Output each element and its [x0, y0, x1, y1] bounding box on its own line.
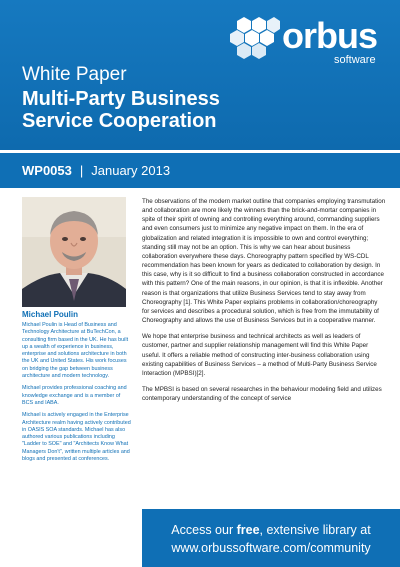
meta-separator: |: [79, 163, 84, 178]
cta-text: [142, 523, 400, 538]
page-title: [22, 88, 322, 132]
meta-line: [22, 163, 170, 178]
orbus-logo[interactable]: [230, 14, 400, 74]
author-photo: [22, 197, 126, 307]
community-link[interactable]: www.orbussoftware.com/community: [171, 541, 371, 555]
author-bio: [22, 310, 132, 468]
hexagon-cluster-icon: [230, 16, 280, 60]
brand-tagline: software: [334, 54, 376, 66]
body-paragraph: We hope that enterprise business and technical architects as well as leaders of customer, partner and supplier relationship management will find this White Paper useful. It offers a reliable method of constructing inter-business collaboration using existing capabilities of Business Services – a method of Multi-Party Business Service Interaction (MPBSI)[2].: [142, 333, 377, 377]
author-bio-paragraph: Michael Poulin is Head of Business and Technology Architecture at BuTechCon, a consulting firm based in the UK. He has built up a wealth of experience in business, enterprise and solutions architecture in both the UK and United States. His work focuses on bridging the gap between business architecture and modern technology.: [22, 322, 129, 380]
main-body: [142, 197, 386, 410]
document-code: WP0053: [22, 163, 72, 178]
meta-band: [0, 153, 400, 188]
cta-prefix: Access our: [171, 523, 237, 537]
title-line-1: Multi-Party Business: [22, 88, 220, 110]
title-line-2: Service Cooperation: [22, 110, 217, 132]
header-banner: [0, 0, 400, 150]
brand-name: orbus: [282, 15, 378, 56]
author-portrait-image: [22, 197, 126, 307]
community-cta-banner[interactable]: [142, 509, 400, 567]
cta-suffix: , extensive library at: [259, 523, 371, 537]
author-bio-paragraph: Michael provides professional coaching and knowledge exchange and is a member of BCS and IABA.: [22, 385, 127, 406]
document-date: January 2013: [91, 163, 171, 178]
author-bio-paragraph: Michael is actively engaged in the Enterprise Architecture realm having actively contributed in OASIS SOA standards. Michael has also authored various publications including "Ladder to SOE" and "Architects Know What Managers Don't", written multiple articles and blogs and presented at conferences.: [22, 412, 131, 463]
author-name: Michael Poulin: [22, 310, 79, 319]
body-paragraph: The MPBSI is based on several researches in the behaviour modeling field and utilizes contemporary understanding of the concept of service: [142, 385, 382, 403]
cta-emphasis: free: [236, 523, 260, 537]
body-paragraph: The observations of the modern market outline that companies employing transmutation and collaboration are more likely the winners than the brick-and-mortar companies in spite of their spirit of owning and controlling everything around, commanding suppliers and even consumers just to minimize any negative impact on them. In the era of globalization and related integration it is impossible to own and control everything; standing still may not be an option. This is why we can hear about business collaboration everywhere these days. Choreography pattern specified by WS-CDL recommendation has been known for years as dedicated to collaboration by design. In this case, why is it so difficult to find a business collaboration constructed in accordance with this pattern? One of the main reasons, in our opinion, is that it is inflexible. Another reason is that organizations that utilize Business Services tend to stay away from Choreography [1]. This White Paper explains problems in collaboration/choreography for services and describes a procedural solution, which is free from the immutability of Choreography and allows the use of Business Services but in a cooperative manner.: [142, 198, 386, 325]
document-type: White Paper: [22, 64, 127, 85]
